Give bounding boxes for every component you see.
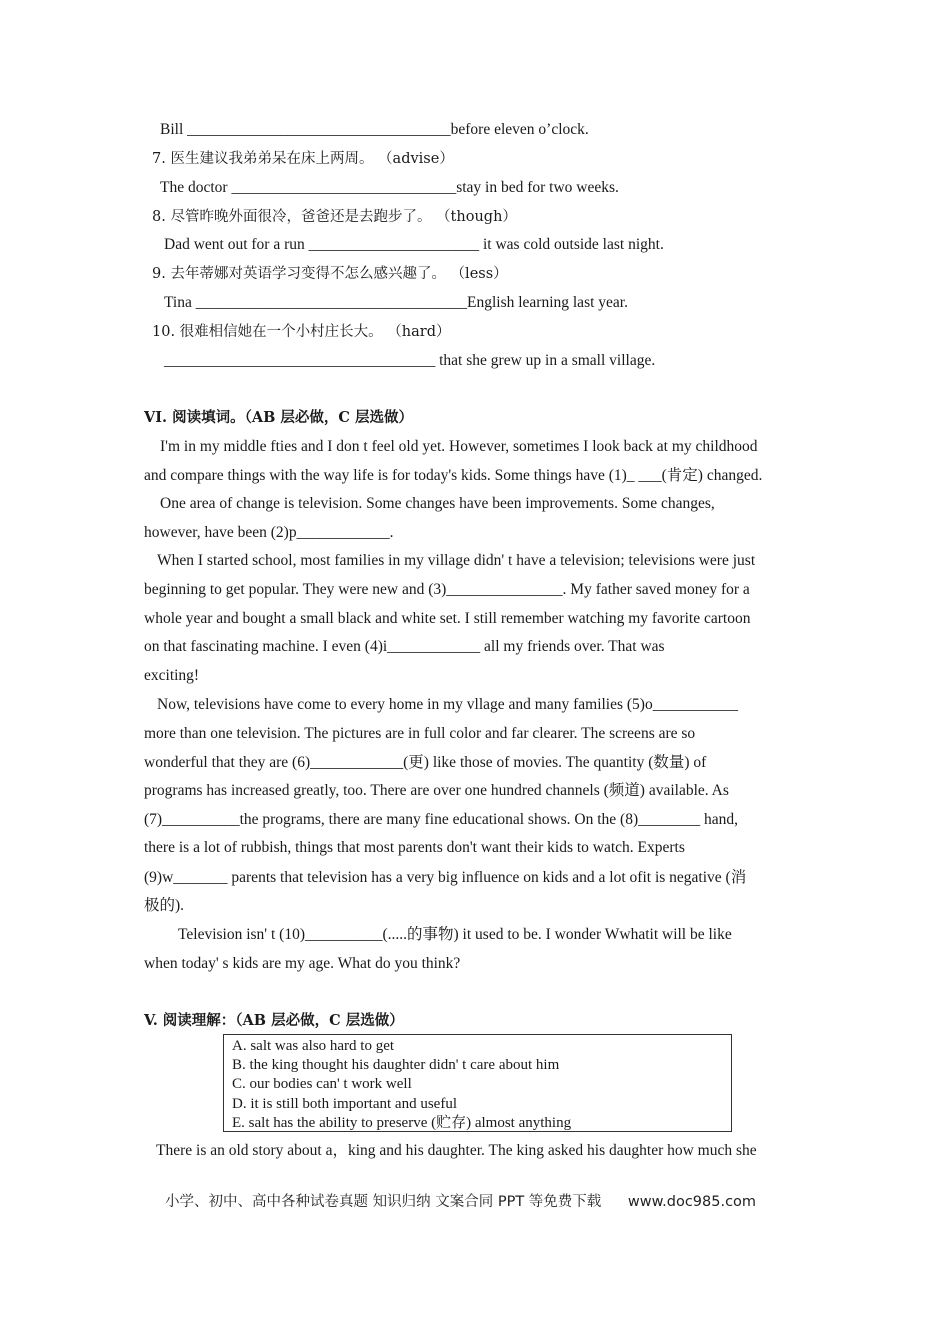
question-10-answer-line: ___________________________________ that she grew up in a small village. xyxy=(164,352,656,369)
passage-line: however, have been (2)p____________. xyxy=(144,524,394,541)
question-8-answer-line: Dad went out for a run ______________________ it was cold outside last night. xyxy=(164,236,664,253)
question-10-prompt: 10. 很难相信她在一个小村庄长大。 （hard） xyxy=(152,324,451,340)
footer-text: 小学、初中、高中各种试卷真题 知识归纳 文案合同 PPT 等免费下载 xyxy=(165,1194,602,1210)
passage-line: and compare things with the way life is for today's kids. Some things have (1)_ ___(肯定) changed. xyxy=(144,467,763,484)
option-e: E. salt has the ability to preserve (贮存) almost anything xyxy=(232,1114,572,1131)
section-vi-heading: VI. 阅读填词。（AB 层必做，C 层选做） xyxy=(144,409,414,426)
option-c: C. our bodies can' t work well xyxy=(232,1076,412,1093)
passage-line: whole year and bought a small black and white set. I still remember watching my favorite cartoon xyxy=(144,610,751,627)
passage-line: (9)w_______ parents that television has a very big influence on kids and a lot ofit is negative (消 xyxy=(144,869,747,886)
answer-options-box xyxy=(223,1034,732,1132)
footer-url: www.doc985.com xyxy=(627,1194,757,1210)
question-9-answer-line: Tina ___________________________________English learning last year. xyxy=(164,294,628,311)
passage-line: Television isn' t (10)__________(.....的事物) it used to be. I wonder Wwhatit will be like xyxy=(178,926,732,943)
passage-line: Now, televisions have come to every home in my vllage and many families (5)o___________ xyxy=(157,696,738,713)
passage-line: more than one television. The pictures are in full color and far clearer. The screens are so xyxy=(144,725,696,742)
passage-line: 极的). xyxy=(144,897,185,914)
passage-line: wonderful that they are (6)____________(更) like those of movies. The quantity (数量) of xyxy=(144,754,707,771)
passage-line: there is a lot of rubbish, things that most parents don't want their kids to watch. Experts xyxy=(144,839,685,856)
question-8-prompt: 8. 尽管昨晚外面很冷，爸爸还是去跑步了。 （though） xyxy=(152,209,517,225)
passage-line: when today' s kids are my age. What do you think? xyxy=(144,955,461,972)
passage-line: programs has increased greatly, too. There are over one hundred channels (频道) available. As xyxy=(144,782,729,799)
question-9-prompt: 9. 去年蒂娜对英语学习变得不怎么感兴趣了。 （less） xyxy=(152,266,508,282)
passage-line: exciting! xyxy=(144,667,200,684)
passage-line: One area of change is television. Some changes have been improvements. Some changes, xyxy=(160,495,715,512)
passage-line: (7)__________the programs, there are many fine educational shows. On the (8)________ hand, xyxy=(144,811,739,828)
section-v-heading: V. 阅读理解：（AB 层必做，C 层选做） xyxy=(144,1012,404,1029)
passage-line: on that fascinating machine. I even (4)i____________ all my friends over. That was xyxy=(144,638,665,655)
passage-line: I'm in my middle fties and I don t feel old yet. However, sometimes I look back at my childhood xyxy=(160,438,758,455)
option-b: B. the king thought his daughter didn' t care about him xyxy=(232,1057,560,1074)
story-first-line: There is an old story about a，king and his daughter. The king asked his daughter how much she xyxy=(156,1142,757,1159)
question-7-prompt: 7. 医生建议我弟弟呆在床上两周。 （advise） xyxy=(152,151,454,167)
page-footer xyxy=(165,1190,756,1211)
option-d: D. it is still both important and useful xyxy=(232,1095,457,1112)
passage-line: When I started school, most families in my village didn' t have a television; televisions were just xyxy=(157,552,756,569)
bill-answer-line: Bill __________________________________before eleven o’clock. xyxy=(160,121,589,138)
option-a: A. salt was also hard to get xyxy=(232,1038,395,1054)
passage-line: beginning to get popular. They were new and (3)_______________. My father saved money for a xyxy=(144,581,750,598)
question-7-answer-line: The doctor _____________________________stay in bed for two weeks. xyxy=(160,179,619,196)
